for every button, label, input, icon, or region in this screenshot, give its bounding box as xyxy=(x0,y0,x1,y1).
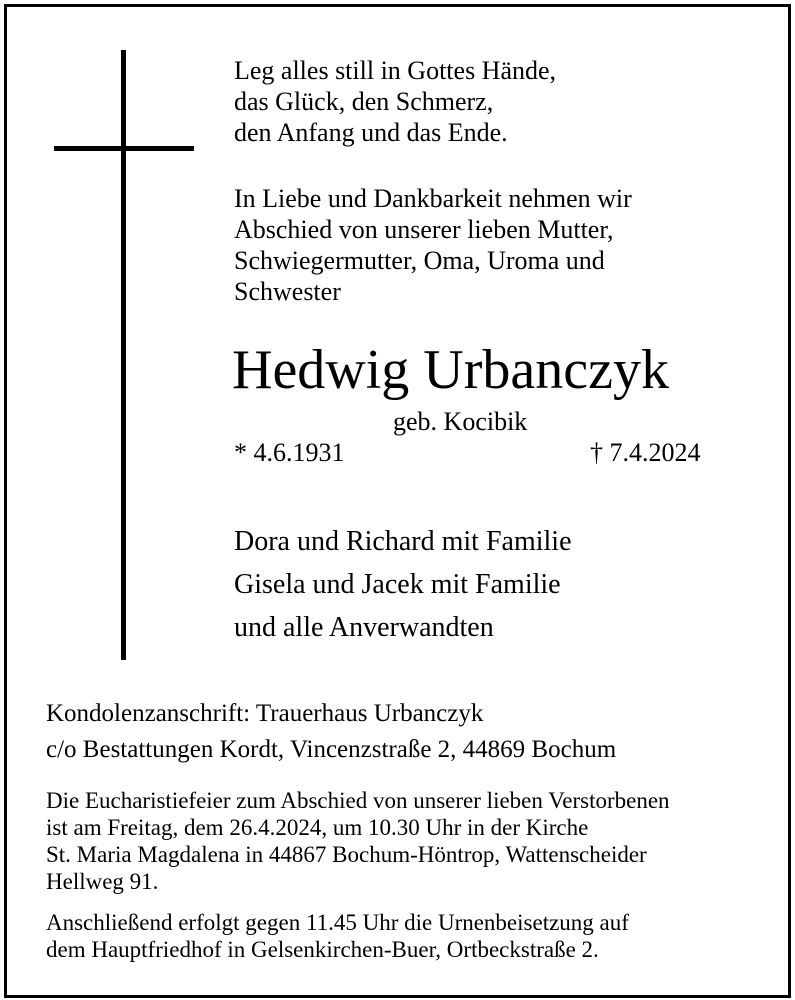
burial-info xyxy=(46,909,766,963)
service-line: Die Eucharistiefeier zum Abschied von unserer lieben Verstorbenen xyxy=(46,788,670,813)
cross-icon xyxy=(121,50,126,660)
intro-line: Schwiegermutter, Oma, Uroma und xyxy=(234,246,605,275)
service-line: St. Maria Magdalena in 44867 Bochum-Höntrop, Wattenscheider xyxy=(46,842,647,867)
poem-line: das Glück, den Schmerz, xyxy=(234,87,494,116)
condolence-address xyxy=(46,696,616,768)
service-info xyxy=(46,787,766,895)
mourner-line: Dora und Richard mit Familie xyxy=(234,526,572,557)
maiden-name: geb. Kocibik xyxy=(393,407,528,436)
death-date: † 7.4.2024 xyxy=(590,438,701,467)
intro-line: In Liebe und Dankbarkeit nehmen wir xyxy=(234,184,632,213)
burial-line: dem Hauptfriedhof in Gelsenkirchen-Buer, Ortbeckstraße 2. xyxy=(46,937,599,962)
poem xyxy=(234,55,556,148)
mourner-line: und alle Anverwandten xyxy=(234,612,494,643)
mourners-list xyxy=(234,520,572,649)
service-line: Hellweg 91. xyxy=(46,869,159,894)
cross-icon-bar xyxy=(54,146,194,151)
condolence-line: c/o Bestattungen Kordt, Vincenzstraße 2, 44869 Bochum xyxy=(46,736,617,763)
farewell-intro xyxy=(234,183,632,307)
intro-line: Abschied von unserer lieben Mutter, xyxy=(234,215,614,244)
service-line: ist am Freitag, dem 26.4.2024, um 10.30 Uhr in der Kirche xyxy=(46,815,589,840)
condolence-line: Kondolenzanschrift: Trauerhaus Urbanczyk xyxy=(46,700,484,727)
birth-date: * 4.6.1931 xyxy=(234,438,345,467)
intro-line: Schwester xyxy=(234,277,341,306)
poem-line: den Anfang und das Ende. xyxy=(234,118,508,147)
mourner-line: Gisela und Jacek mit Familie xyxy=(234,569,561,600)
deceased-name: Hedwig Urbanczyk xyxy=(232,339,669,401)
poem-line: Leg alles still in Gottes Hände, xyxy=(234,56,557,85)
burial-line: Anschließend erfolgt gegen 11.45 Uhr die Urnenbeisetzung auf xyxy=(46,910,629,935)
